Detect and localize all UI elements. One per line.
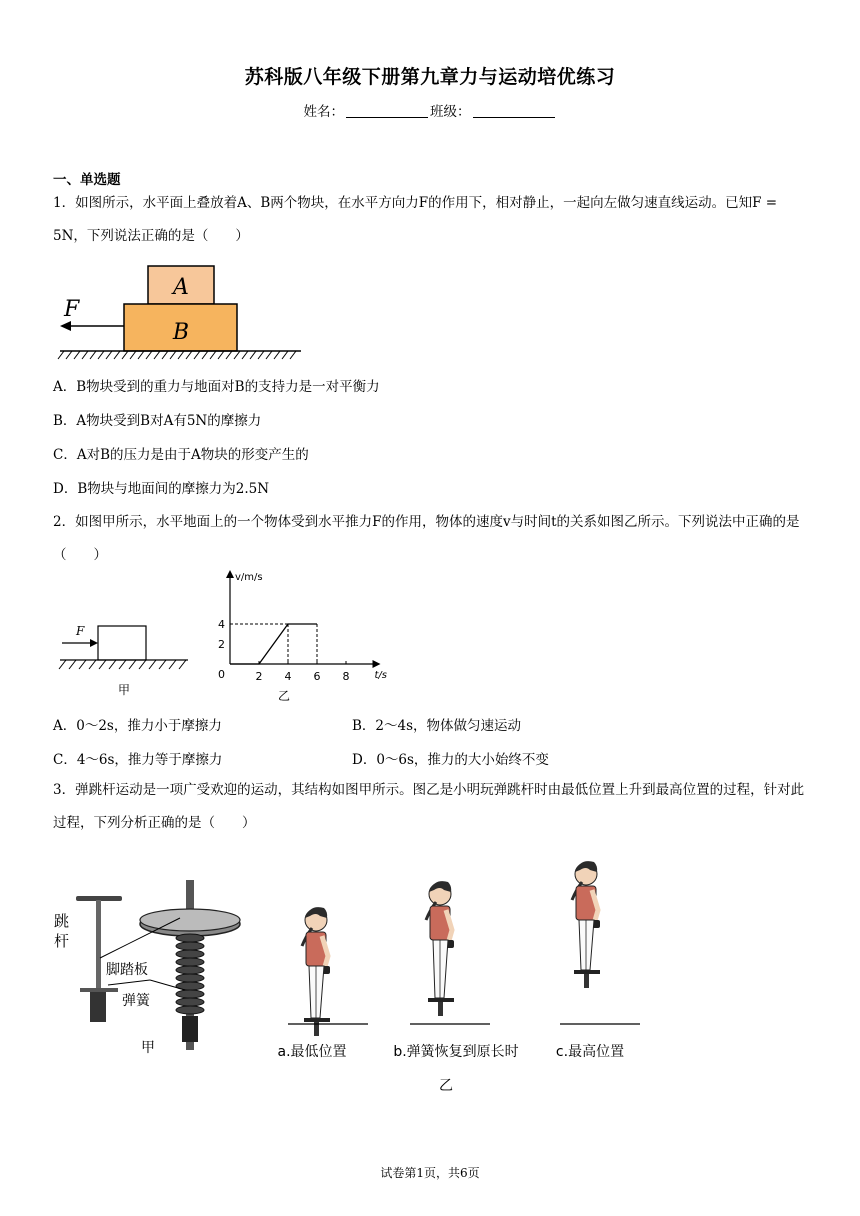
q2-option-c[interactable]: C．4～6s，推力等于摩擦力 bbox=[53, 752, 223, 768]
foot-detail bbox=[182, 1016, 198, 1042]
x-axis-arrow bbox=[373, 660, 381, 668]
q2-stem: 2．如图甲所示，水平地面上的一个物体受到水平推力F的作用，物体的速度v与时间t的关系如图乙所示。下列说法中正确的是（ ） bbox=[53, 514, 800, 563]
page-title: 苏科版八年级下册第九章力与运动培优练习 bbox=[244, 66, 616, 88]
caption-jia-3: 甲 bbox=[141, 1040, 155, 1056]
pogo-small-spring bbox=[90, 992, 106, 1022]
q2-option-a[interactable]: A．0～2s，推力小于摩擦力 bbox=[53, 718, 222, 734]
boy-lowest bbox=[302, 907, 330, 1036]
vt-chart bbox=[210, 568, 390, 708]
name-label: 姓名： bbox=[303, 104, 344, 120]
x-tick-4: 4 bbox=[284, 670, 292, 683]
x-axis-label: t/s bbox=[374, 670, 387, 681]
label-pole-2: 杆 bbox=[54, 932, 70, 950]
spring-detail bbox=[176, 934, 204, 1014]
caption-yi-3: 乙 bbox=[439, 1078, 453, 1094]
class-label: 班级： bbox=[430, 104, 471, 120]
caption-yi: 乙 bbox=[277, 689, 291, 703]
class-blank[interactable] bbox=[473, 117, 555, 118]
q2-option-b[interactable]: B．2～4s，物体做匀速运动 bbox=[352, 718, 522, 734]
label-b: B bbox=[172, 320, 190, 345]
q1-option-b[interactable]: B．A物块受到B对A有5N的摩擦力 bbox=[53, 413, 262, 429]
page-footer: 试卷第1页，共6页 bbox=[380, 1166, 480, 1180]
q3-figure-jia bbox=[50, 880, 260, 1060]
pushed-block bbox=[98, 626, 146, 660]
q2-figure-left bbox=[56, 612, 196, 702]
y-tick-2: 2 bbox=[218, 638, 225, 651]
q1-stem: 1．如图所示，水平面上叠放着A、B两个物块，在水平方向力F的作用下，相对静止，一起向左做匀速直线运动。已知F = 5N，下列说法正确的是（ ） bbox=[53, 195, 778, 244]
floor-hatch bbox=[59, 660, 186, 669]
y-axis-label: v/m/s bbox=[235, 572, 263, 583]
pointer-spring-1 bbox=[108, 980, 150, 985]
q3-stem: 3．弹跳杆运动是一项广受欢迎的运动，其结构如图甲所示。图乙是小明玩弹跳杆时由最低位置上升到最高位置的过程，针对此过程，下列分析正确的是（ ） bbox=[53, 782, 805, 831]
x-tick-6: 6 bbox=[313, 670, 321, 683]
pogo-small-pedal bbox=[80, 988, 118, 992]
name-blank[interactable] bbox=[346, 117, 428, 118]
caption-b: b.弹簧恢复到原长时 bbox=[393, 1044, 519, 1060]
boy-highest bbox=[572, 861, 600, 988]
section-heading: 一、单选题 bbox=[53, 172, 121, 188]
q1-figure bbox=[56, 262, 306, 362]
y-tick-4: 4 bbox=[218, 618, 225, 631]
boy-spring-rest bbox=[426, 881, 454, 1016]
velocity-series-line bbox=[230, 624, 317, 664]
student-info bbox=[0, 100, 860, 120]
x-tick-0: 0 bbox=[218, 668, 225, 681]
q1-option-d[interactable]: D．B物块与地面间的摩擦力为2.5N bbox=[53, 481, 270, 497]
ground-hatch bbox=[58, 351, 296, 359]
label-f: F bbox=[64, 297, 80, 322]
x-tick-2: 2 bbox=[255, 670, 263, 683]
label-spring: 弹簧 bbox=[122, 993, 150, 1009]
label-pole-1: 跳 bbox=[54, 912, 70, 930]
label-pedal: 脚踏板 bbox=[106, 962, 148, 978]
caption-a: a.最低位置 bbox=[277, 1044, 347, 1060]
q1-option-c[interactable]: C．A对B的压力是由于A物块的形变产生的 bbox=[53, 447, 309, 463]
caption-jia: 甲 bbox=[117, 683, 131, 697]
caption-c: c.最高位置 bbox=[555, 1044, 625, 1060]
force-arrowhead bbox=[60, 321, 71, 331]
q3-figure-yi bbox=[260, 850, 660, 1100]
x-tick-8: 8 bbox=[342, 670, 350, 683]
label-a: A bbox=[173, 275, 189, 300]
q2-option-d[interactable]: D．0～6s，推力的大小始终不变 bbox=[352, 752, 549, 768]
push-label-f: F bbox=[76, 624, 85, 638]
y-axis-arrow bbox=[226, 570, 234, 578]
q1-option-a[interactable]: A．B物块受到的重力与地面对B的支持力是一对平衡力 bbox=[53, 379, 380, 395]
push-arrowhead bbox=[90, 639, 98, 647]
